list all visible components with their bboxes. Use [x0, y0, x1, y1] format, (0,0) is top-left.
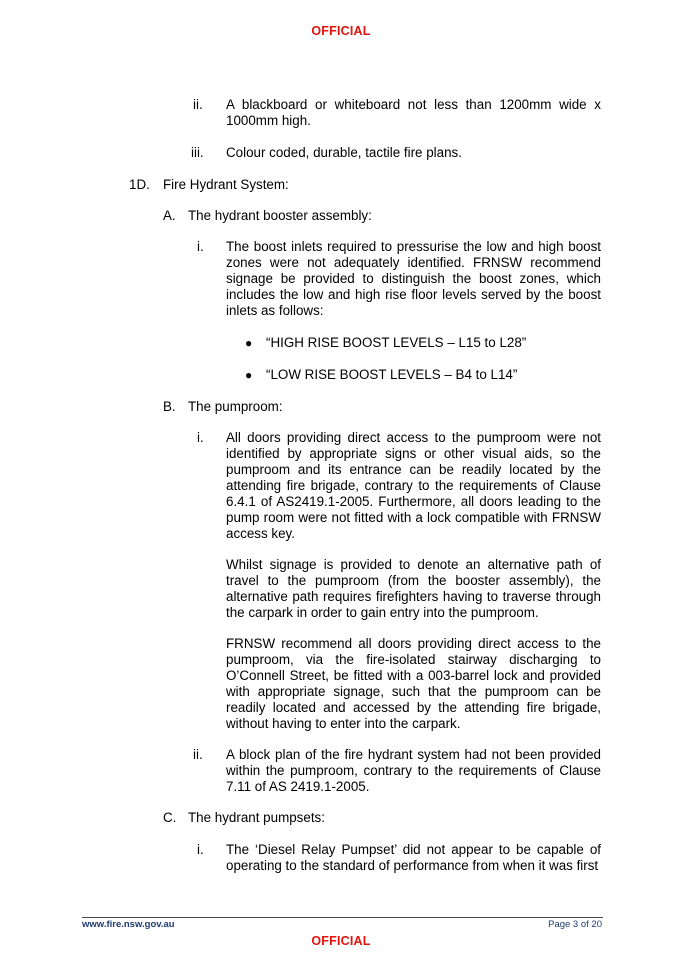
subsection-b-item-i-paragraph-2: Whilst signage is provided to denote an alternative path of travel to the pumproom (from the booster assembly), the alternative path requires firefighters having to traverse through the carpark in order to gain entry into the pumproom. — [226, 557, 601, 620]
section-title: Fire Hydrant System: — [163, 177, 289, 192]
subsection-a-title: The hydrant booster assembly: — [188, 208, 372, 223]
subsection-c-letter: C. — [163, 810, 177, 825]
item-iii-text: Colour coded, durable, tactile fire plans. — [226, 145, 462, 160]
subsection-b-item-i-paragraph-3: FRNSW recommend all doors providing direct access to the pumproom, via the fire-isolated stairway discharging to O’Connell Street, be fitted with a 003-barrel lock and provided with appropriate signage, such that the pumproom can be readily located and accessed by the attending fire brigade, without having to enter into the carpark. — [226, 636, 601, 731]
bullet-low-rise: “LOW RISE BOOST LEVELS – B4 to L14” — [266, 367, 518, 382]
header-classification: OFFICIAL — [311, 24, 371, 38]
subsection-a-item-i-text: The boost inlets required to pressurise the low and high boost zones were not adequately identified. FRNSW recommend signage be provided to distinguish the boost zones, which includes the low and high rise floor levels served by the boost inlets as follows: — [226, 239, 601, 318]
subsection-a-letter: A. — [163, 208, 176, 223]
footer-page-number: Page 3 of 20 — [548, 919, 602, 930]
subsection-b-letter: B. — [163, 399, 176, 414]
subsection-a-item-i-number: i. — [197, 239, 204, 254]
subsection-c-title: The hydrant pumpsets: — [188, 810, 325, 825]
subsection-b-title: The pumproom: — [188, 399, 283, 414]
subsection-b-item-ii-number: ii. — [193, 747, 203, 762]
bullet-dot: ● — [245, 336, 253, 350]
subsection-c-item-i-number: i. — [197, 842, 204, 857]
bullet-dot: ● — [245, 368, 253, 382]
footer-url-link[interactable]: www.fire.nsw.gov.au — [82, 919, 175, 930]
subsection-b-item-i-paragraph-1: All doors providing direct access to the pumproom were not identified by appropriate signs or other visual aids, so the pumproom and its entrance can be readily located by the attending fire brigade, contrary to the requirements of Clause 6.4.1 of AS2419.1-2005. Furthermore, all doors leading to the pump room were not fitted with a lock compatible with FRNSW access key. — [226, 430, 601, 541]
footer-divider — [82, 917, 603, 918]
section-number: 1D. — [129, 177, 150, 192]
footer-classification: OFFICIAL — [311, 934, 371, 948]
item-ii-text: A blackboard or whiteboard not less than 1200mm wide x 1000mm high. — [226, 97, 601, 128]
item-ii-number: ii. — [193, 97, 203, 112]
item-iii-number: iii. — [191, 145, 204, 160]
subsection-b-item-ii-text: A block plan of the fire hydrant system had not been provided within the pumproom, contrary to the requirements of Clause 7.11 of AS 2419.1-2005. — [226, 747, 601, 794]
subsection-c-item-i-text: The ‘Diesel Relay Pumpset’ did not appear to be capable of operating to the standard of performance from when it was first — [226, 842, 601, 873]
bullet-high-rise: “HIGH RISE BOOST LEVELS – L15 to L28” — [266, 335, 527, 350]
subsection-b-item-i-number: i. — [197, 430, 204, 445]
